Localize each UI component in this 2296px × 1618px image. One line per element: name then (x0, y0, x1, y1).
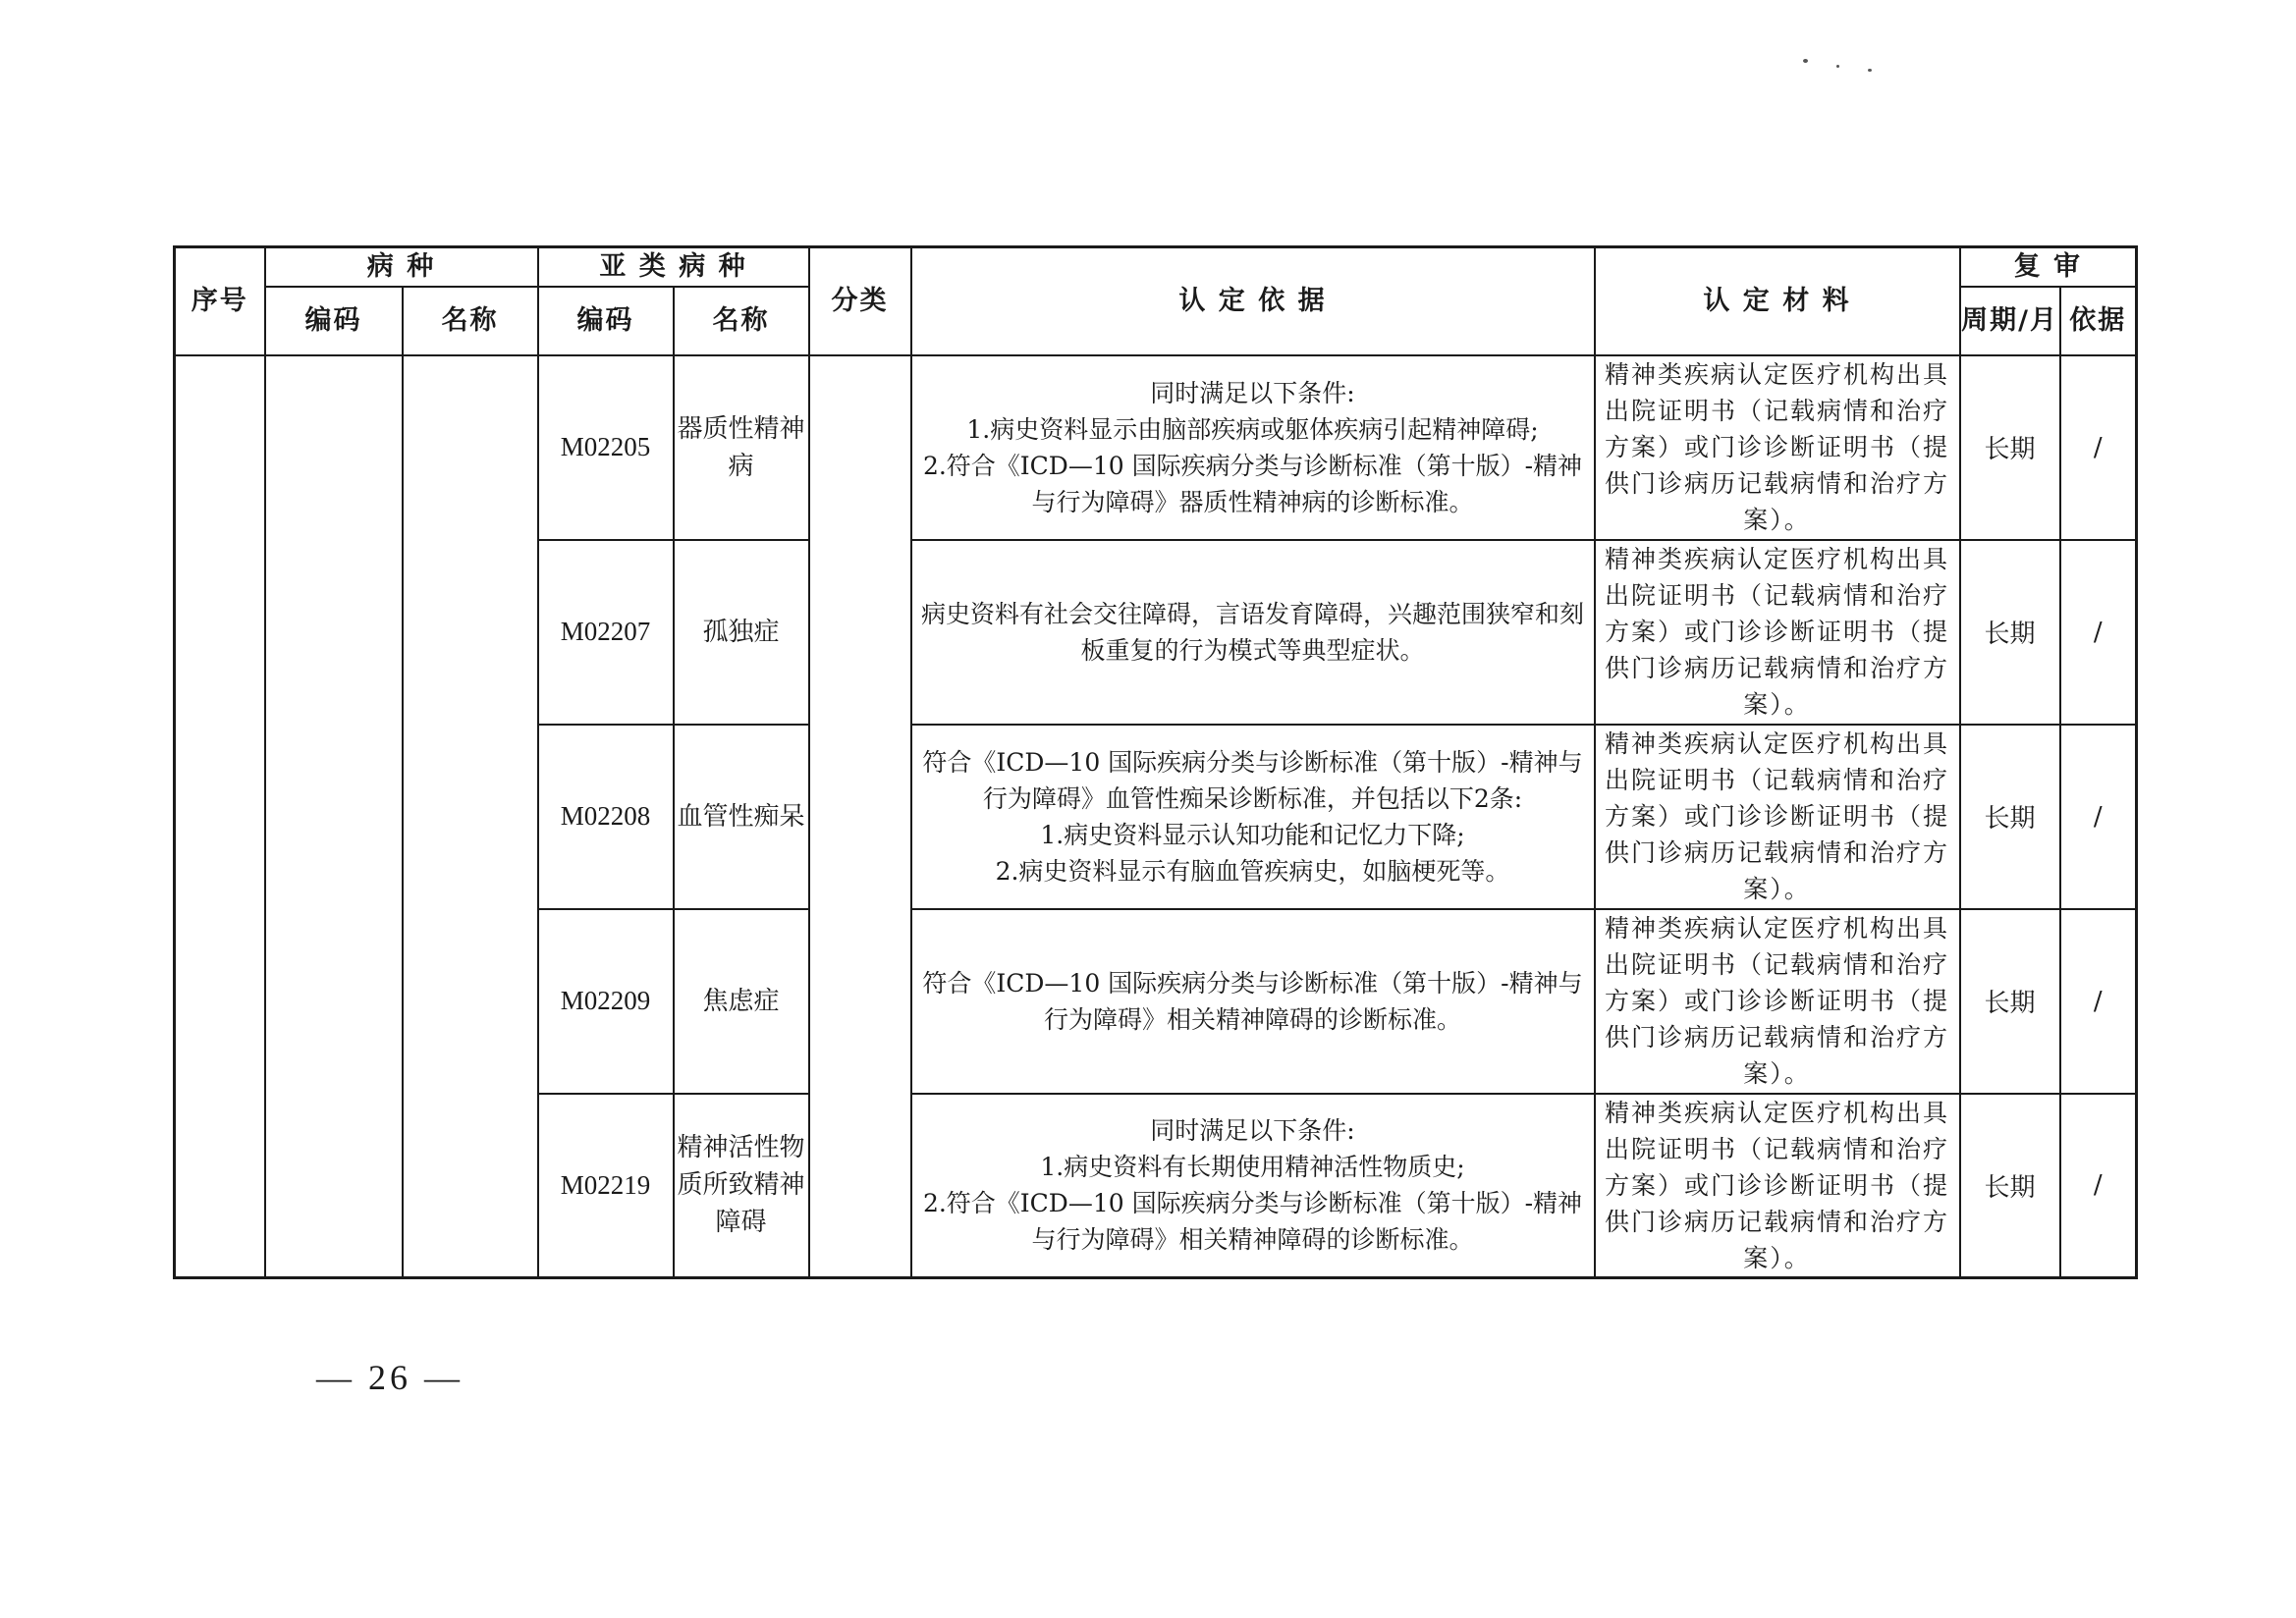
basis-cell (911, 725, 1595, 909)
category-cell (809, 355, 911, 1278)
subtype-code: M02207 (538, 540, 674, 725)
page-number: — 26 — (316, 1358, 464, 1397)
header-review-basis: 依据 (2060, 287, 2137, 355)
header-seq: 序号 (175, 247, 265, 355)
subtype-name: 器质性精神病 (674, 355, 809, 540)
header-basis: 认 定 依 据 (911, 247, 1595, 355)
basis-line: 符合《ICD—10 国际疾病分类与诊断标准（第十版）-精神与行为障碍》相关精神障碍的诊断标准。 (922, 968, 1583, 1034)
subtype-code: M02219 (538, 1094, 674, 1278)
material-cell: 精神类疾病认定医疗机构出具出院证明书（记载病情和治疗方案）或门诊诊断证明书（提供门诊病历记载病情和治疗方案）。 (1595, 540, 1960, 725)
subtype-name: 血管性痴呆 (674, 725, 809, 909)
subtype-name: 孤独症 (674, 540, 809, 725)
header-category: 分类 (809, 247, 911, 355)
subtype-name: 精神活性物质所致精神障碍 (674, 1094, 809, 1278)
table-row (175, 355, 2137, 540)
basis-cell (911, 540, 1595, 725)
basis-line: 病史资料有社会交往障碍，言语发育障碍，兴趣范围狭窄和刻板重复的行为模式等典型症状。 (921, 599, 1585, 665)
material-cell: 精神类疾病认定医疗机构出具出院证明书（记载病情和治疗方案）或门诊诊断证明书（提供门诊病历记载病情和治疗方案）。 (1595, 355, 1960, 540)
basis-line: 2.符合《ICD—10 国际疾病分类与诊断标准（第十版）-精神与行为障碍》相关精神障碍的诊断标准。 (922, 1189, 1583, 1255)
basis-line: 1.病史资料有长期使用精神活性物质史; (1040, 1153, 1465, 1182)
basis-line: 1.病史资料显示认知功能和记忆力下降; (1040, 820, 1465, 849)
disease-name-cell (403, 355, 538, 1278)
subtype-code: M02205 (538, 355, 674, 540)
seq-cell (175, 355, 265, 1278)
basis-line: 2.病史资料显示有脑血管疾病史，如脑梗死等。 (995, 856, 1510, 886)
review-basis: / (2060, 725, 2137, 909)
review-period: 长期 (1960, 540, 2060, 725)
basis-line: 同时满足以下条件: (1150, 1116, 1355, 1146)
header-row-1 (175, 247, 2137, 287)
header-subtype-name: 名称 (674, 287, 809, 355)
subtype-code: M02209 (538, 909, 674, 1094)
review-basis: / (2060, 1094, 2137, 1278)
scan-speck (1803, 59, 1808, 63)
header-review: 复 审 (1960, 247, 2137, 287)
header-subtype-code: 编码 (538, 287, 674, 355)
header-material: 认 定 材 料 (1595, 247, 1960, 355)
review-basis: / (2060, 355, 2137, 540)
header-disease-name: 名称 (403, 287, 538, 355)
disease-table (173, 245, 2138, 1279)
basis-cell (911, 355, 1595, 540)
material-cell: 精神类疾病认定医疗机构出具出院证明书（记载病情和治疗方案）或门诊诊断证明书（提供门诊病历记载病情和治疗方案）。 (1595, 909, 1960, 1094)
basis-line: 1.病史资料显示由脑部疾病或躯体疾病引起精神障碍; (966, 414, 1539, 444)
review-period: 长期 (1960, 909, 2060, 1094)
review-period: 长期 (1960, 355, 2060, 540)
basis-line: 2.符合《ICD—10 国际疾病分类与诊断标准（第十版）-精神与行为障碍》器质性精神病的诊断标准。 (922, 451, 1583, 516)
header-review-period: 周期/月 (1960, 287, 2060, 355)
header-subtype: 亚 类 病 种 (538, 247, 809, 287)
basis-line: 同时满足以下条件: (1150, 378, 1355, 407)
subtype-code: M02208 (538, 725, 674, 909)
review-period: 长期 (1960, 725, 2060, 909)
basis-line: 符合《ICD—10 国际疾病分类与诊断标准（第十版）-精神与行为障碍》血管性痴呆诊断标准，并包括以下2条: (922, 747, 1583, 813)
header-disease: 病 种 (265, 247, 538, 287)
review-period: 长期 (1960, 1094, 2060, 1278)
basis-cell (911, 1094, 1595, 1278)
scan-speck (1836, 65, 1839, 68)
material-cell: 精神类疾病认定医疗机构出具出院证明书（记载病情和治疗方案）或门诊诊断证明书（提供门诊病历记载病情和治疗方案）。 (1595, 1094, 1960, 1278)
review-basis: / (2060, 909, 2137, 1094)
subtype-name: 焦虑症 (674, 909, 809, 1094)
header-disease-code: 编码 (265, 287, 403, 355)
scan-speck (1868, 69, 1872, 72)
review-basis: / (2060, 540, 2137, 725)
disease-code-cell (265, 355, 403, 1278)
basis-cell (911, 909, 1595, 1094)
material-cell: 精神类疾病认定医疗机构出具出院证明书（记载病情和治疗方案）或门诊诊断证明书（提供门诊病历记载病情和治疗方案）。 (1595, 725, 1960, 909)
